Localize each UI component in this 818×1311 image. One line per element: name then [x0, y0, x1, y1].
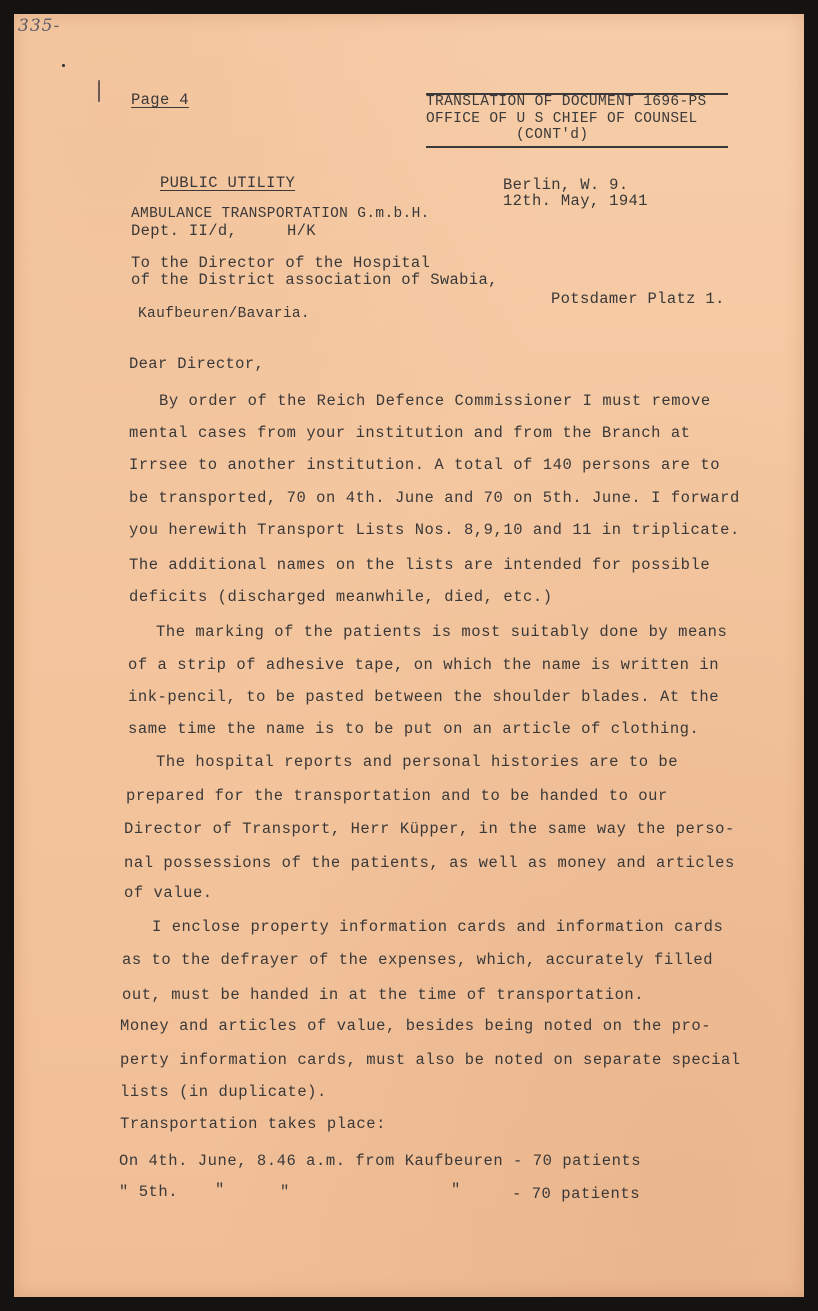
- body-line: The hospital reports and personal histories are to be: [156, 753, 679, 771]
- body-line: same time the name is to be put on an article of clothing.: [128, 720, 700, 738]
- schedule-row-1: On 4th. June, 8.46 a.m. from Kaufbeuren - 70 patients: [119, 1152, 642, 1170]
- body-line: I enclose property information cards and information cards: [152, 918, 724, 936]
- body-line: as to the defrayer of the expenses, which, accurately filled: [122, 951, 714, 969]
- body-line: deficits (discharged meanwhile, died, etc.): [129, 588, 553, 606]
- recipient-line-2: of the District association of Swabia,: [131, 271, 498, 289]
- body-line: By order of the Reich Defence Commissioner I must remove: [159, 392, 711, 410]
- body-line: nal possessions of the patients, as well as money and articles: [124, 854, 735, 872]
- body-line: Money and articles of value, besides being noted on the pro-: [120, 1017, 712, 1035]
- ink-mark: [98, 80, 100, 102]
- recipient-line-3: Kaufbeuren/Bavaria.: [138, 306, 310, 322]
- header-office: OFFICE OF U S CHIEF OF COUNSEL: [426, 111, 698, 127]
- header-contd: (CONT'd): [516, 127, 589, 143]
- body-line: out, must be handed in at the time of transportation.: [122, 986, 645, 1004]
- schedule-row-2-ditto: ": [215, 1181, 225, 1199]
- body-line: mental cases from your institution and from the Branch at: [129, 424, 691, 442]
- recipient-line-1: To the Director of the Hospital: [131, 254, 431, 272]
- header-rule-bottom: [426, 146, 728, 148]
- header-translation-title: TRANSLATION OF DOCUMENT 1696-PS: [426, 94, 707, 110]
- body-line: lists (in duplicate).: [120, 1083, 327, 1101]
- sender-name: PUBLIC UTILITY: [160, 174, 296, 192]
- sender-street-address: Potsdamer Platz 1.: [551, 290, 725, 308]
- body-line: of value.: [124, 884, 213, 902]
- letter-date: 12th. May, 1941: [503, 192, 648, 210]
- body-line: Director of Transport, Herr Küpper, in the same way the perso-: [124, 820, 735, 838]
- sender-department: Dept. II/d,: [131, 222, 238, 240]
- body-line: The additional names on the lists are intended for possible: [129, 556, 711, 574]
- body-line: Irrsee to another institution. A total of 140 persons are to: [129, 456, 721, 474]
- handwritten-page-number: 335-: [18, 16, 61, 36]
- schedule-row-2-ditto: ": [451, 1181, 461, 1199]
- body-line: Transportation takes place:: [120, 1115, 386, 1133]
- schedule-row-2-ditto: ": [280, 1183, 290, 1201]
- header-rule-top: [426, 93, 728, 95]
- salutation: Dear Director,: [129, 355, 265, 373]
- body-line: you herewith Transport Lists Nos. 8,9,10 and 11 in triplicate.: [129, 521, 740, 539]
- sender-company: AMBULANCE TRANSPORTATION G.m.b.H.: [131, 206, 430, 222]
- schedule-row-2-count: - 70 patients: [512, 1185, 641, 1203]
- page-number: Page 4: [131, 91, 189, 109]
- body-line: be transported, 70 on 4th. June and 70 on 5th. June. I forward: [129, 489, 740, 507]
- place-line: Berlin, W. 9.: [503, 176, 629, 194]
- body-line: of a strip of adhesive tape, on which the name is written in: [128, 656, 720, 674]
- body-line: prepared for the transportation and to be handed to our: [126, 787, 668, 805]
- body-line: ink-pencil, to be pasted between the shoulder blades. At the: [128, 688, 720, 706]
- body-line: perty information cards, must also be noted on separate special: [120, 1051, 741, 1069]
- schedule-row-2-day: " 5th.: [119, 1183, 179, 1201]
- sender-reference: H/K: [287, 222, 316, 240]
- body-line: The marking of the patients is most suitably done by means: [156, 623, 728, 641]
- ink-speck: [62, 64, 65, 67]
